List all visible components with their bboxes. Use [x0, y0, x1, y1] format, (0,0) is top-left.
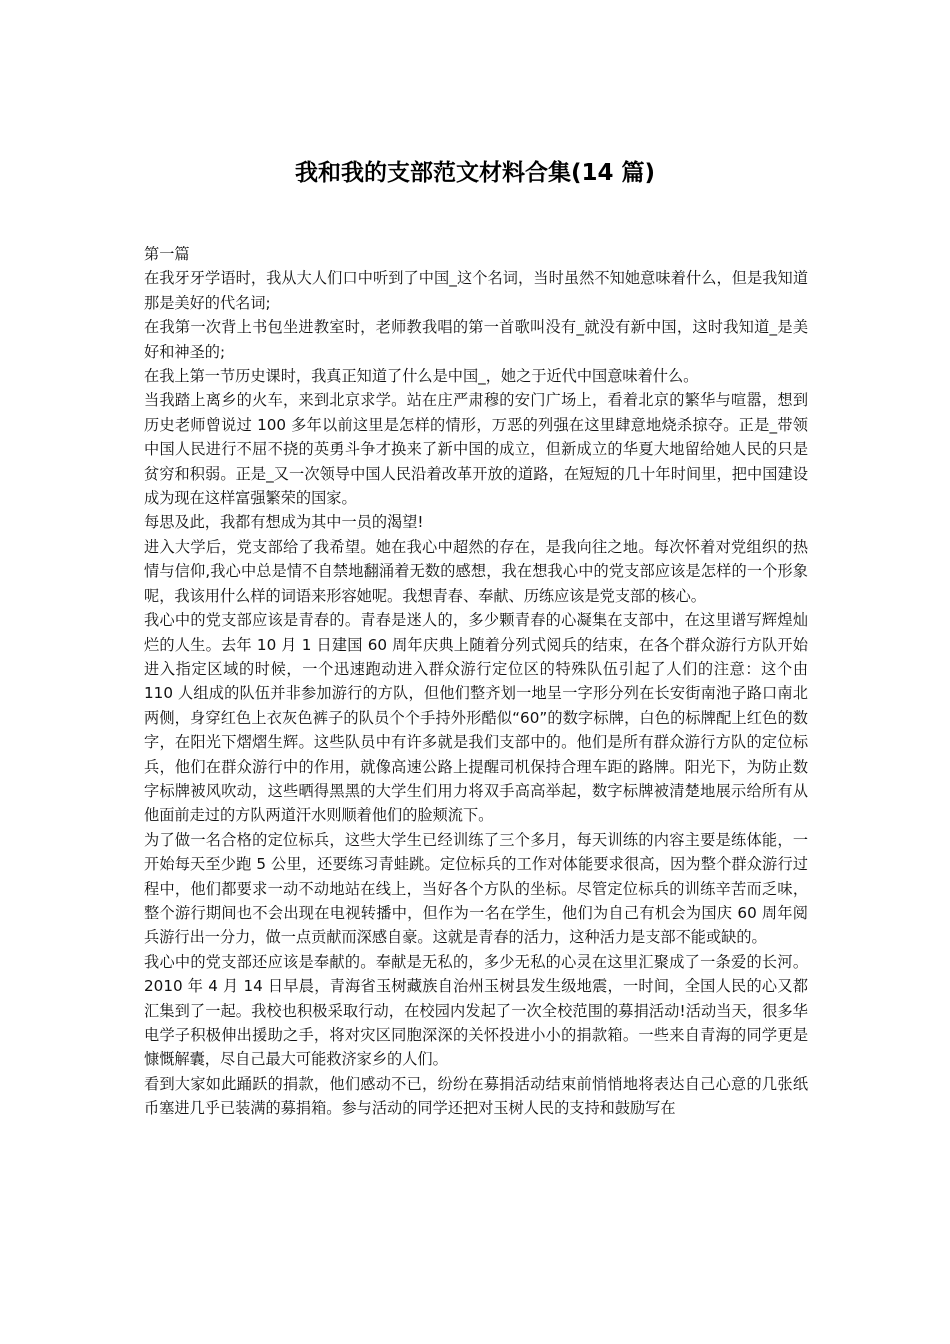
- document-body: [144, 242, 808, 1121]
- paragraph: 在我上第一节历史课时，我真正知道了什么是中国_，她之于近代中国意味着什么。: [144, 367, 699, 386]
- paragraph: 看到大家如此踊跃的捐款，他们感动不已，纷纷在募捐活动结束前悄悄地将表达自己心意的几张纸币塞进几乎已装满的募捐箱。参与活动的同学还把对玉树人民的支持和鼓励写在: [144, 1074, 808, 1118]
- paragraph: 进入大学后，党支部给了我希望。她在我心中超然的存在，是我向往之地。每次怀着对党组织的热情与信仰,我心中总是情不自禁地翻涌着无数的感想，我在想我心中的党支部应该是怎样的一个形象呢，我该用什么样的词语来形容她呢。我想青春、奉献、历练应该是党支部的核心。: [144, 537, 808, 605]
- paragraph: 当我踏上离乡的火车，来到北京求学。站在庄严肃穆的安门广场上，看着北京的繁华与喧嚣，想到历史老师曾说过 100 多年以前这里是怎样的情形，万恶的列强在这里肆意地烧杀掠夺。正是_带领中国人民进行不屈不挠的英勇斗争才换来了新中国的成立，但新成立的华夏大地留给她人民的只是贫穷和积弱。正是_又一次领导中国人民沿着改革开放的道路，在短短的几十年时间里，把中国建设成为现在这样富强繁荣的国家。: [144, 391, 808, 508]
- paragraph: 我心中的党支部应该是青春的。青春是迷人的，多少颗青春的心凝集在支部中，在这里谱写辉煌灿烂的人生。去年 10 月 1 日建国 60 周年庆典上随着分列式阅兵的结束，在各个群众游行方队开始进入指定区域的时候，一个迅速跑动进入群众游行定位区的特殊队伍引起了人们的注意：这个由 110 人组成的队伍并非参加游行的方队，但他们整齐划一地呈一字形分列在长安街南池子路口南北两侧，身穿红色上衣灰色裤子的队员个个手持外形酷似“60”的数字标牌，白色的标牌配上红色的数字，在阳光下熠熠生辉。这些队员中有许多就是我们支部中的。他们是所有群众游行方队的定位标兵，他们在群众游行中的作用，就像高速公路上提醒司机保持合理车距的路牌。阳光下，为防止数字标牌被风吹动，这些晒得黑黑的大学生们用力将双手高高举起，数字标牌被清楚地展示给所有从他面前走过的方队两道汗水则顺着他们的脸颊流下。: [144, 611, 808, 825]
- paragraph: 在我第一次背上书包坐进教室时，老师教我唱的第一首歌叫没有_就没有新中国，这时我知道_是美好和神圣的;: [144, 318, 808, 361]
- paragraph: 在我牙牙学语时，我从大人们口中听到了中国_这个名词，当时虽然不知她意味着什么，但是我知道那是美好的代名词;: [144, 269, 808, 312]
- document-title: 我和我的支部范文材料合集(14 篇): [294, 160, 656, 186]
- paragraph: 每思及此，我都有想成为其中一员的渴望!: [144, 513, 424, 532]
- section-heading: 第一篇: [144, 245, 190, 263]
- paragraph: 为了做一名合格的定位标兵，这些大学生已经训练了三个多月，每天训练的内容主要是练体能，一开始每天至少跑 5 公里，还要练习青蛙跳。定位标兵的工作对体能要求很高，因为整个群众游行过程中，他们都要求一动不动地站在线上，当好各个方队的坐标。尽管定位标兵的训练辛苦而乏味，整个游行期间也不会出现在电视转播中，但作为一名在学生，他们为自己有机会为国庆 60 周年阅兵游行出一分力，做一点贡献而深感自豪。这就是青春的活力，这种活力是支部不能或缺的。: [144, 830, 808, 947]
- paragraph: 我心中的党支部还应该是奉献的。奉献是无私的，多少无私的心灵在这里汇聚成了一条爱的长河。2010 年 4 月 14 日早晨，青海省玉树藏族自治州玉树县发生级地震，一时间，全国人民的心又都汇集到了一起。我校也积极采取行动，在校园内发起了一次全校范围的募捐活动!活动当天，很多华电学子积极伸出援助之手，将对灾区同胞深深的关怀投进小小的捐款箱。一些来自青海的同学更是慷慨解囊，尽自己最大可能救济家乡的人们。: [144, 952, 808, 1069]
